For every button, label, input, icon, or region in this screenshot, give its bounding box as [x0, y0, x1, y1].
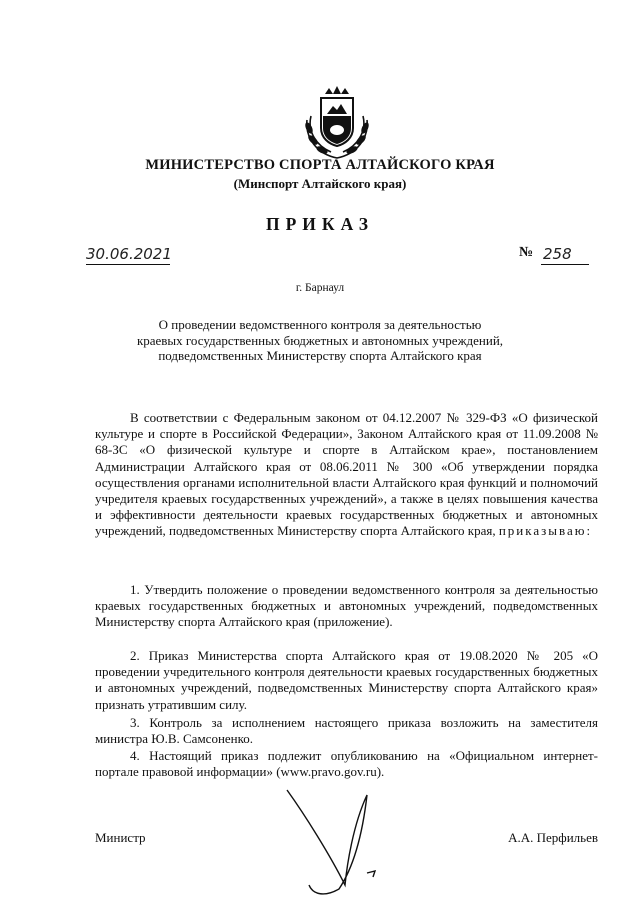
ministry-short-name: (Минспорт Алтайского края) [233, 176, 407, 191]
subject-line: краевых государственных бюджетных и автономных учреждений, [136, 332, 504, 348]
order-number: 258 [543, 245, 572, 263]
ministry-title: МИНИСТЕРСТВО СПОРТА АЛТАЙСКОГО КРАЯ [145, 157, 495, 173]
order-number-label: № [519, 245, 534, 260]
altai-krai-coat-of-arms-icon [295, 80, 379, 164]
subject-line: О проведении ведомственного контроля за деятельностью [158, 317, 482, 332]
order-title: ПРИКАЗ [265, 214, 375, 234]
preamble-paragraph [95, 410, 598, 540]
number-underline [541, 264, 589, 265]
signatory-name: А.А. Перфильев [508, 830, 598, 845]
preamble-text: В соответствии с Федеральным законом от 04.12.2007 № 329-ФЗ «О физической культуре и спорте в Российской Федерации», Законом Алтайского края от 11.09.2008 № 68-ЗС «О физической культуре и спорте в Алтайском крае», постановлением Администрации Алтайского края от 08.06.2011 № 300 «Об утверждении порядка осуществления органами исполнительной власти Алтайского края функций и полномочий учредителя краевых государственных учреждений», а также в целях повышения качества и эффективности деятельности краевых государственных бюджетных и автономных учреждений, подведомственных Министерству спорта Алтайского края, [95, 410, 598, 539]
item-paragraph: 2. Приказ Министерства спорта Алтайского края от 19.08.2020 № 205 «О проведении учредительного контроля деятельности краевых государственных бюджетных и автономных учреждений, подведомственных Министерству спорта Алтайского края» признать утратившим силу. [95, 648, 598, 712]
signatory-position: Министр [95, 830, 146, 845]
item-paragraph: 4. Настоящий приказ подлежит опубликованию на «Официальном интернет-портале правовой информации» (www.pravo.gov.ru). [95, 748, 598, 780]
order-word: приказываю: [498, 523, 593, 539]
order-subject [0, 317, 640, 364]
item-paragraph: 3. Контроль за исполнением настоящего приказа возложить на заместителя министра Ю.В. Самсоненко. [95, 715, 598, 747]
order-date: 30.06.2021 [86, 245, 172, 263]
item-paragraph: 1. Утвердить положение о проведении ведомственного контроля за деятельностью краевых государственных бюджетных и автономных учреждений, подведомственных Министерству спорта Алтайского края (приложение). [95, 582, 598, 630]
handwritten-signature [275, 785, 395, 900]
subject-line: подведомственных Министерству спорта Алтайского края [158, 348, 482, 364]
city: г. Барнаул [295, 282, 345, 294]
date-underline [86, 264, 170, 265]
